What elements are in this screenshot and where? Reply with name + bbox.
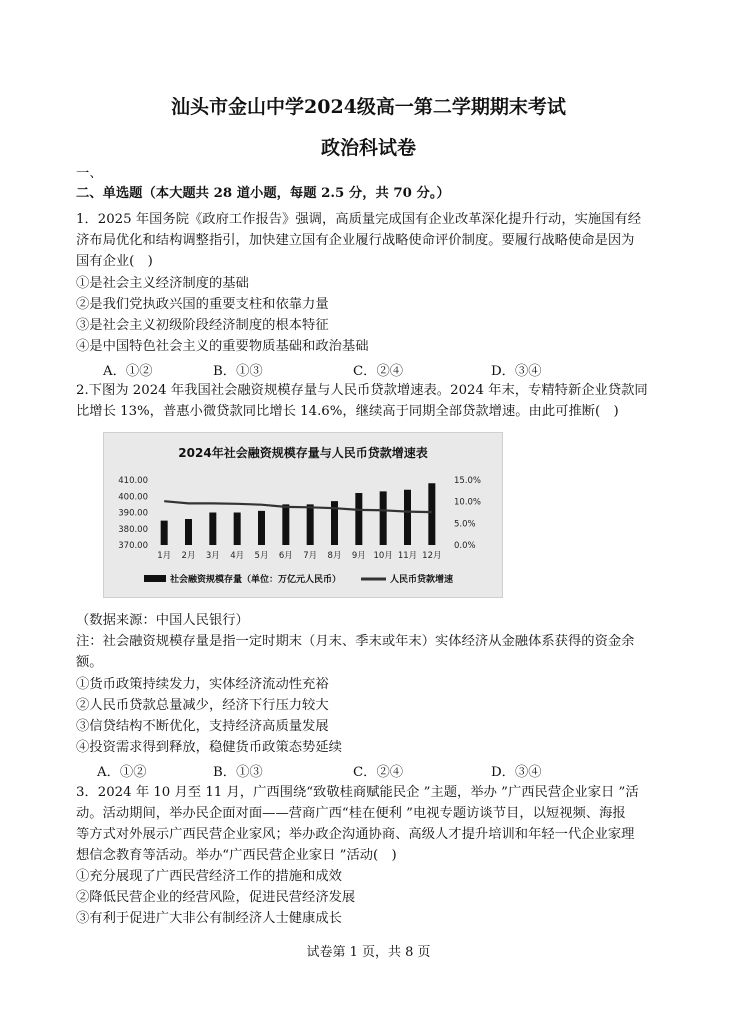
chart-title: 2024年社会融资规模存量与人民币贷款增速表 <box>178 446 428 460</box>
right-axis-tick: 10.0% <box>454 497 482 508</box>
q1-stem-line: 济布局优化和结构调整指引，加快建立国有企业履行战略使命评价制度。要履行战略使命是因为 <box>76 233 635 248</box>
q2-item: ②人民币贷款总量减少，经济下行压力较大 <box>76 698 329 713</box>
x-tick-label: 1月 <box>157 551 172 561</box>
q3-item: ②降低民营企业的经营风险，促进民营经济发展 <box>76 890 356 905</box>
left-axis-tick: 370.00 <box>118 541 148 551</box>
q3-item: ③有利于促进广大非公有制经济人士健康成长 <box>76 911 342 926</box>
q1-stem-line: 1．2025 年国务院《政府工作报告》强调，高质量完成国有企业改革深化提升行动，实施国有经 <box>76 212 642 227</box>
exam-title: 汕头市金山中学2024级高一第二学期期末考试 <box>171 96 566 118</box>
q2-stem-line: 2.下图为 2024 年我国社会融资规模存量与人民币贷款增速表。2024 年末，专精特新企业贷款同 <box>76 383 648 398</box>
x-tick-label: 12月 <box>422 551 442 561</box>
q1-item: ②是我们党执政兴国的重要支柱和依靠力量 <box>76 297 329 312</box>
q3-stem-line: 等方式对外展示广西民营企业家风；举办政企沟通协商、高级人才提升培训和年轻一代企业家理 <box>76 827 635 842</box>
legend-bar-swatch <box>144 575 166 582</box>
bar-9月 <box>355 493 362 545</box>
left-axis-tick: 400.00 <box>118 492 148 503</box>
x-tick-label: 3月 <box>205 551 220 561</box>
left-axis-tick: 390.00 <box>118 508 148 519</box>
q1-item: ①是社会主义经济制度的基础 <box>76 276 249 291</box>
q2-note-line: 注：社会融资规模存量是指一定时期末（月末、季末或年末）实体经济从金融体系获得的资金余 <box>76 634 635 649</box>
bar-7月 <box>307 504 314 545</box>
bar-4月 <box>234 513 241 546</box>
section-two-heading: 二、单选题（本大题共 28 道小题，每题 2.5 分，共 70 分。） <box>76 186 450 201</box>
q2-note-line: 额。 <box>76 655 103 670</box>
q1-option-d[interactable]: D．③④ <box>491 364 542 379</box>
x-tick-label: 8月 <box>327 551 342 561</box>
q2-item: ④投资需求得到释放，稳健货币政策态势延续 <box>76 740 342 755</box>
left-axis-tick: 410.00 <box>118 476 148 486</box>
x-tick-label: 4月 <box>230 551 245 561</box>
x-tick-label: 5月 <box>254 551 269 561</box>
x-tick-label: 9月 <box>351 551 366 561</box>
bar-2月 <box>185 519 192 545</box>
chart-svg <box>104 433 502 597</box>
exam-subtitle: 政治科试卷 <box>320 137 416 159</box>
q2-item: ①货币政策持续发力，实体经济流动性充裕 <box>76 677 329 692</box>
loan-growth-line <box>164 501 432 512</box>
x-tick-label: 6月 <box>278 551 293 561</box>
q2-option-c[interactable]: C．②④ <box>353 765 404 780</box>
q2-option-a[interactable]: A．①② <box>97 765 147 780</box>
q1-item: ④是中国特色社会主义的重要物质基础和政治基础 <box>76 339 369 354</box>
q1-option-c[interactable]: C．②④ <box>353 364 404 379</box>
q3-stem-line: 动。活动期间，举办民企面对面——营商广西“桂在便利 ”电视专题访谈节目，以短视频、海报 <box>76 806 626 821</box>
q1-option-a[interactable]: A．①② <box>103 364 153 379</box>
q1-stem-line: 国有企业( ) <box>76 254 153 269</box>
loan-growth-chart <box>103 432 503 598</box>
x-tick-label: 2月 <box>181 551 196 561</box>
bar-11月 <box>404 490 411 545</box>
q2-options <box>0 761 737 781</box>
bar-3月 <box>209 513 216 546</box>
q3-stem-line: 3．2024 年 10 月至 11 月，广西围绕“致敬桂商赋能民企 ”主题，举办 ”广西民营企业家日 ”活 <box>76 785 639 800</box>
left-axis-tick: 380.00 <box>118 524 148 535</box>
q3-stem-line: 想信念教育等活动。举办“广西民营企业家日 ”活动( ) <box>76 848 397 863</box>
x-tick-label: 11月 <box>397 551 418 561</box>
legend-line-label: 人民币贷款增速 <box>390 575 454 585</box>
q2-option-d[interactable]: D．③④ <box>491 765 542 780</box>
q1-option-b[interactable]: B．①③ <box>213 364 263 379</box>
section-one-heading: 一、 <box>76 166 103 181</box>
bar-1月 <box>161 521 168 545</box>
q2-item: ③信贷结构不断优化，支持经济高质量发展 <box>76 719 329 734</box>
q1-options <box>0 360 737 380</box>
x-tick-label: 10月 <box>373 551 393 561</box>
bar-10月 <box>380 491 387 545</box>
legend-bar-label: 社会融资规模存量（单位：万亿元人民币） <box>170 575 342 585</box>
bar-5月 <box>258 511 265 545</box>
bar-6月 <box>282 504 289 545</box>
x-tick-label: 7月 <box>303 551 318 561</box>
right-axis-tick: 0.0% <box>454 541 476 551</box>
bar-12月 <box>428 483 435 545</box>
q2-stem-line: 比增长 13%，普惠小微贷款同比增长 14.6%，继续高于同期全部贷款增速。由此可推断( ) <box>76 404 619 419</box>
q1-item: ③是社会主义初级阶段经济制度的根本特征 <box>76 318 329 333</box>
chart-legend <box>144 573 453 585</box>
q2-option-b[interactable]: B．①③ <box>213 765 263 780</box>
right-axis-tick: 5.0% <box>454 519 476 530</box>
q2-data-source: （数据来源：中国人民银行） <box>76 613 249 628</box>
page-footer: 试卷第 1 页，共 8 页 <box>306 945 431 960</box>
right-axis-tick: 15.0% <box>454 476 482 486</box>
q3-item: ①充分展现了广西民营经济工作的措施和成效 <box>76 869 342 884</box>
